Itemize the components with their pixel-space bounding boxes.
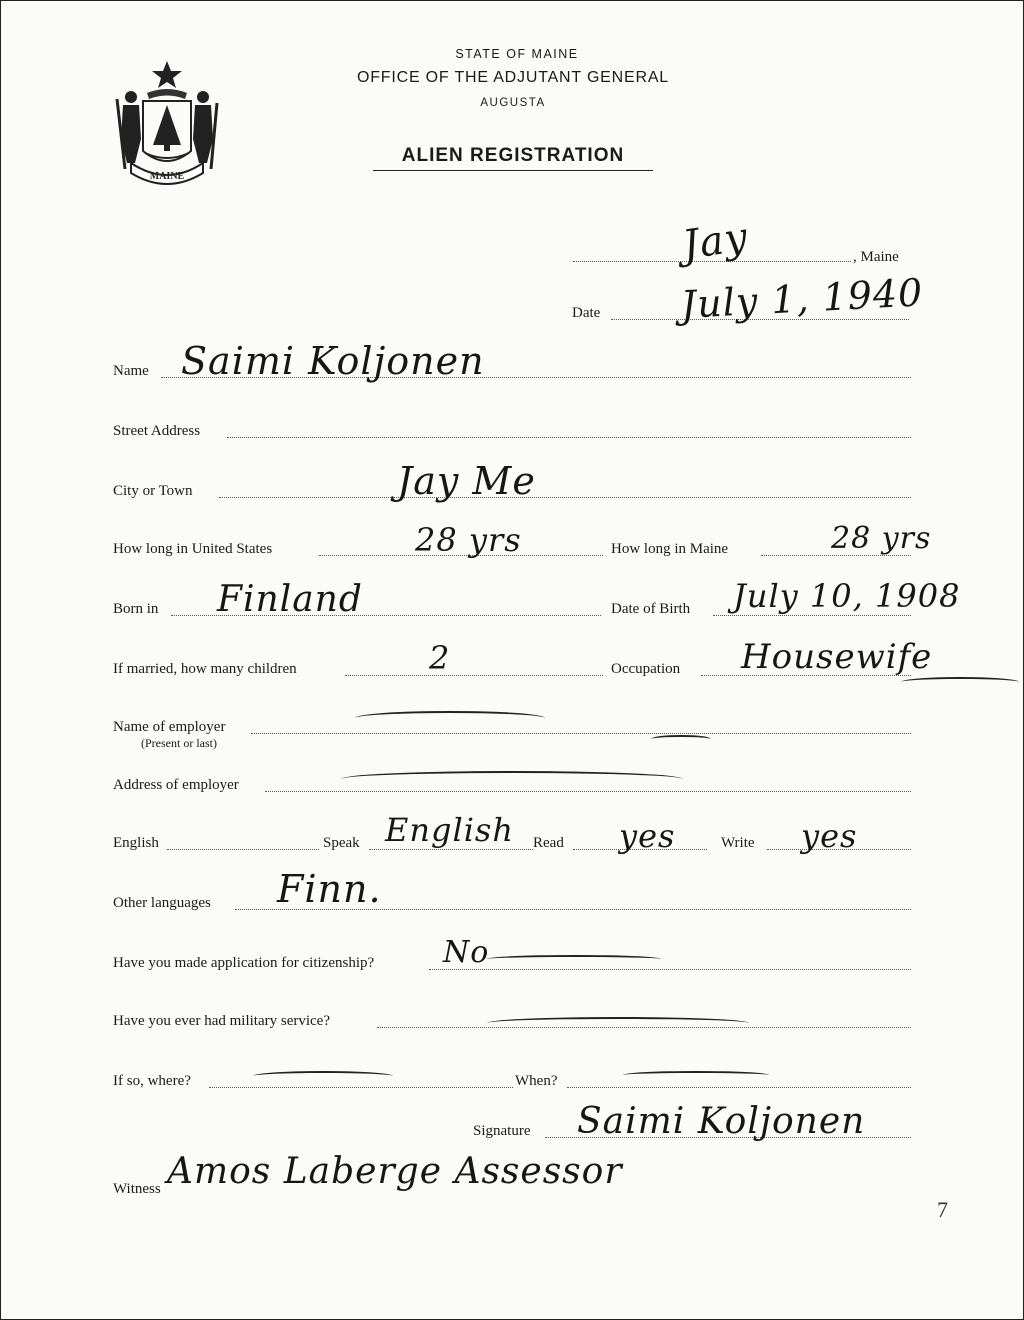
date-label: Date [572, 305, 601, 321]
citizenship-entry: No [443, 935, 490, 970]
dob-label: Date of Birth [611, 601, 691, 617]
town-entry: Jay [679, 214, 752, 269]
form-title: ALIEN REGISTRATION [401, 145, 625, 166]
header-state: STATE OF MAINE [455, 47, 579, 61]
city-entry: Jay Me [397, 459, 536, 503]
street-label: Street Address [113, 423, 201, 439]
street-line [227, 437, 911, 438]
other-languages-label: Other languages [113, 895, 211, 911]
children-label: If married, how many children [113, 661, 297, 677]
signature-label: Signature [473, 1123, 531, 1139]
city-label: City or Town [113, 483, 193, 499]
dob-entry: July 10, 1908 [733, 577, 961, 615]
born-in-label: Born in [113, 601, 159, 617]
where-stroke [253, 1071, 393, 1081]
children-line [345, 675, 603, 676]
when-line [567, 1087, 911, 1088]
employer-address-stroke [341, 771, 683, 787]
witness-entry: Amos Laberge Assessor [167, 1151, 623, 1192]
employer-label: Name of employer [113, 719, 226, 735]
header-office: OFFICE OF THE ADJUTANT GENERAL [356, 69, 670, 86]
witness-label: Witness [113, 1181, 161, 1197]
signature-entry: Saimi Koljonen [577, 1101, 866, 1142]
write-entry: yes [801, 817, 858, 855]
date-entry: July 1, 1940 [679, 270, 925, 327]
read-entry: yes [619, 817, 676, 855]
occupation-tail-stroke [901, 677, 1019, 687]
write-label: Write [721, 835, 755, 851]
occupation-entry: Housewife [741, 637, 933, 677]
employer-address-label: Address of employer [113, 777, 239, 793]
english-line [167, 849, 319, 850]
maine-label: , Maine [853, 249, 899, 265]
born-in-entry: Finland [217, 579, 363, 620]
speak-entry: English [385, 811, 514, 849]
how-long-maine-label: How long in Maine [611, 541, 729, 557]
name-label: Name [113, 363, 149, 379]
dob-line [713, 615, 911, 616]
when-label: When? [515, 1073, 558, 1089]
name-entry: Saimi Koljonen [181, 339, 485, 383]
speak-line [369, 849, 533, 850]
citizenship-label: Have you made application for citizenship? [113, 955, 375, 971]
how-long-us-entry: 28 yrs [415, 521, 522, 559]
military-label: Have you ever had military service? [113, 1013, 330, 1029]
citizenship-line [429, 969, 911, 970]
employer-dash-stroke-2 [651, 735, 711, 743]
header-city: AUGUSTA [480, 97, 546, 109]
when-stroke [623, 1071, 769, 1079]
employer-dash-stroke [355, 711, 545, 725]
citizenship-stroke [487, 955, 661, 963]
employer-sublabel: (Present or last) [141, 736, 217, 750]
military-stroke [487, 1017, 749, 1029]
speak-label: Speak [323, 835, 360, 851]
seal-motto: MAINE [149, 171, 185, 182]
other-languages-entry: Finn. [277, 867, 382, 911]
occupation-label: Occupation [611, 661, 681, 677]
english-label: English [113, 835, 159, 851]
title-underline [373, 170, 653, 171]
children-entry: 2 [429, 639, 451, 677]
city-line [219, 497, 911, 498]
how-long-us-label: How long in United States [113, 541, 273, 557]
employer-address-line [265, 791, 911, 792]
how-long-maine-entry: 28 yrs [831, 521, 932, 556]
margin-mark: 7 [937, 1197, 948, 1222]
read-label: Read [533, 835, 564, 851]
where-line [209, 1087, 513, 1088]
where-label: If so, where? [113, 1073, 191, 1089]
employer-line [251, 733, 911, 734]
